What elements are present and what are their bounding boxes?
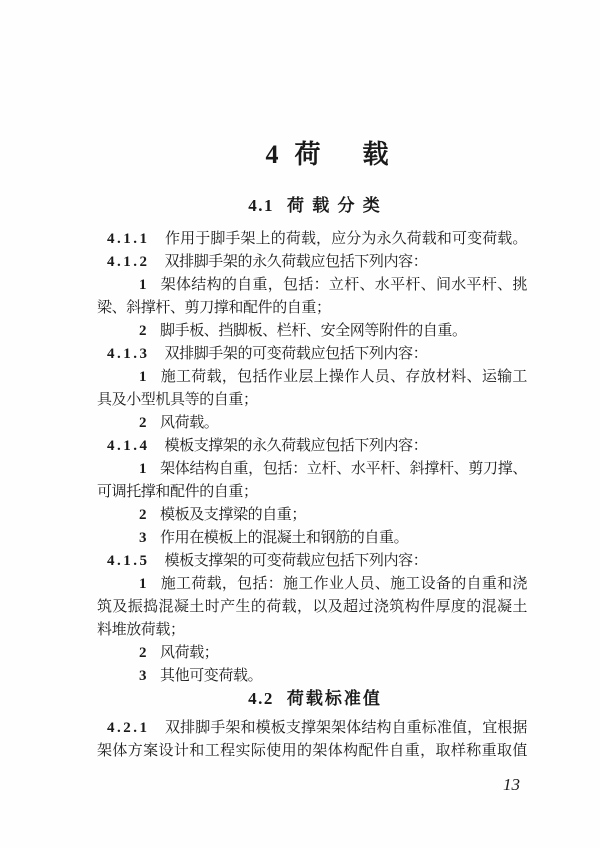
line-text: 可调托撑和配件的自重； [97, 484, 258, 500]
line-text: 双排脚手架和模板支撑架架体结构自重标准值，宜根据 [164, 720, 527, 736]
line-text: 作用于脚手架上的荷载，应分为永久荷载和可变荷载。 [164, 231, 527, 247]
chapter-title [116, 140, 546, 170]
chapter-number: 4 [265, 140, 279, 169]
line-text: 风荷载。 [160, 415, 219, 431]
body-line [97, 366, 527, 389]
body-line [97, 343, 527, 366]
clause-number: 4.1.5 [107, 553, 150, 569]
line-text: 筑及振捣混凝土时产生的荷载，以及超过浇筑构件厚度的混凝土 [97, 599, 527, 615]
line-text: 架体结构自重，包括：立杆、水平杆、斜撑杆、剪刀撑、 [160, 461, 527, 477]
line-text: 施工荷载，包括作业层上操作人员、存放材料、运输工 [160, 369, 527, 385]
body-line [97, 389, 527, 412]
line-text: 施工荷载，包括：施工作业人员、施工设备的自重和浇 [160, 576, 527, 592]
body-line [97, 619, 527, 642]
line-text: 模板支撑架的可变荷载应包括下列内容： [164, 553, 428, 569]
body-line [97, 481, 527, 504]
line-text: 双排脚手架的永久荷载应包括下列内容： [164, 254, 428, 270]
line-text: 料堆放荷载； [97, 622, 185, 638]
line-text: 作用在模板上的混凝土和钢筋的自重。 [160, 530, 409, 546]
line-text: 双排脚手架的可变荷载应包括下列内容： [164, 346, 428, 362]
clause-number: 4.1.4 [107, 438, 150, 454]
section-title: 荷载标准值 [286, 689, 382, 708]
body-line [97, 740, 527, 763]
page-number: 13 [503, 775, 520, 794]
clause-number: 4.1.2 [107, 254, 150, 270]
clause-number: 1 [139, 369, 149, 385]
body-line [97, 435, 527, 458]
body-line [97, 274, 527, 297]
clause-number: 1 [139, 461, 149, 477]
body-line [97, 550, 527, 573]
body-line [97, 228, 527, 251]
clause-number: 3 [139, 530, 149, 546]
line-text: 具及小型机具等的自重； [97, 392, 258, 408]
clause-number: 2 [139, 645, 149, 661]
section-heading-4-2 [100, 688, 530, 709]
section-number: 4.2 [248, 689, 274, 708]
clause-number: 4.2.1 [107, 720, 150, 736]
clause-number: 2 [139, 323, 149, 339]
line-text: 梁、斜撑杆、剪刀撑和配件的自重； [97, 300, 331, 316]
line-text: 架体方案设计和工程实际使用的架体构配件自重，取样称重取值 [97, 743, 527, 759]
line-text: 模板支撑架的永久荷载应包括下列内容： [164, 438, 428, 454]
section-number: 4.1 [248, 196, 274, 215]
page-content [97, 0, 527, 763]
body-line [97, 573, 527, 596]
body-line [97, 527, 527, 550]
body-line [97, 665, 527, 688]
chapter-title-text: 荷 载 [294, 140, 397, 169]
body-line [97, 504, 527, 527]
section-title: 荷 载 分 类 [287, 196, 382, 215]
line-text: 其他可变荷载。 [160, 668, 263, 684]
section-heading-4-1 [100, 195, 530, 216]
section-4-1-body [97, 228, 527, 688]
body-line [97, 717, 527, 740]
body-line [97, 596, 527, 619]
line-text: 模板及支撑梁的自重； [160, 507, 307, 523]
clause-number: 1 [139, 576, 149, 592]
body-line [97, 458, 527, 481]
body-line [97, 412, 527, 435]
clause-number: 3 [139, 668, 149, 684]
section-4-2-body [97, 717, 527, 763]
clause-number: 2 [139, 507, 149, 523]
clause-number: 4.1.1 [107, 231, 150, 247]
line-text: 风荷载； [160, 645, 219, 661]
body-line [97, 320, 527, 343]
line-text: 脚手板、挡脚板、栏杆、安全网等附件的自重。 [160, 323, 467, 339]
clause-number: 1 [139, 277, 149, 293]
body-line [97, 297, 527, 320]
body-line [97, 251, 527, 274]
clause-number: 4.1.3 [107, 346, 150, 362]
clause-number: 2 [139, 415, 149, 431]
line-text: 架体结构的自重，包括：立杆、水平杆、间水平杆、挑 [160, 277, 527, 293]
body-line [97, 642, 527, 665]
